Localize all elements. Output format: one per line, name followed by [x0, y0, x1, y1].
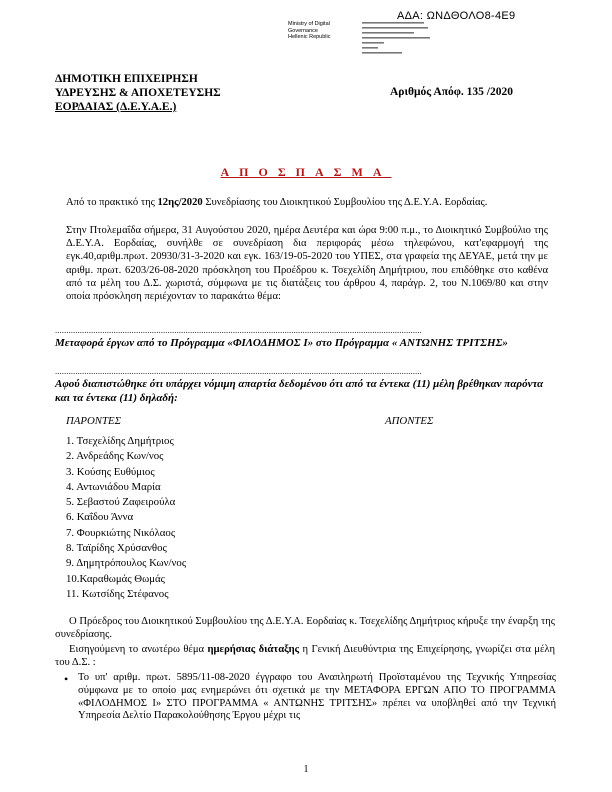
- intro-paragraph-1: [66, 196, 548, 209]
- org-line-1: ΔΗΜΟΤΙΚΗ ΕΠΙΧΕΙΡΗΣΗ: [55, 73, 198, 85]
- agenda-emphasis: ημερήσιας διάταξης: [207, 644, 300, 655]
- bullet-icon: •: [64, 672, 69, 686]
- intro-text: Από το πρακτικό της: [66, 197, 158, 208]
- page-title: ΑΠΟΣΠΑΣΜΑ: [220, 165, 392, 179]
- list-item: 1. Τσεχελίδης Δημήτριος: [66, 435, 174, 447]
- decision-number: Αριθμός Απόφ. 135 /2020: [390, 86, 513, 98]
- signature-line: Governance: [288, 27, 318, 34]
- list-item: 10.Καραθωμάς Θωμάς: [66, 572, 165, 585]
- intro-text: Συνεδρίασης του Διοικητικού Συμβουλίου της Δ.Ε.Υ.Α. Εορδαίας.: [202, 197, 488, 208]
- meeting-subject: Μεταφορά έργων από το Πρόγραμμα «ΦΙΛΟΔΗΜΟΣ Ι» στο Πρόγραμμα « ΑΝΤΩΝΗΣ ΤΡΙΤΣΗΣ»: [55, 337, 508, 349]
- org-line-3: ΕΟΡΔΑΙΑΣ (Δ.Ε.Υ.Α.Ε.): [55, 101, 177, 113]
- list-item: 6. Καΐδου Άννα: [66, 511, 134, 524]
- organization-block: [55, 72, 221, 114]
- present-members-list: [66, 434, 186, 602]
- session-number: 12ης/2020: [157, 197, 203, 208]
- agenda-paragraph: [55, 643, 555, 669]
- signature-line: Hellenic Republic: [288, 34, 331, 41]
- intro-paragraph-2: Στην Πτολεμαΐδα σήμερα, 31 Αυγούστου 2020, ημέρα Δευτέρα και ώρα 9:00 π.μ., το Διοικητικό Συμβούλιο της Δ.Ε.Υ.Α. Εορδαίας, συνήλθε σε συνεδρίαση δια περιφοράς μέσω τηλεφώνου, κατ'εφαρμογή της εγκ.40,αριθμ.πρωτ. 20930/31-3-2020 και εγκ. 163/19-05-2020 του ΥΠΕΣ, στα γραφεία της ΔΕΥΑΕ, μετά την με αριθμ. πρωτ. 6203/26-08-2020 πρόσκληση του Προέδρου κ. Τσεχελίδη Δημήτριου, που επιδόθηκε στο καθένα από τα μέλη του Δ.Σ. χωριστά, σύμφωνα με τις διατάξεις του άρθρου 4, παράγρ. 2, του Ν.1069/80 και στην οποία πρόσκληση περιέχονταν το παρακάτω θέμα:: [66, 225, 548, 303]
- digital-signature-stamp: [288, 21, 360, 41]
- list-item: 9. Δημητρόπουλος Κων/νος: [66, 557, 187, 570]
- absent-heading: ΑΠΟΝΤΕΣ: [385, 415, 434, 427]
- org-line-2: ΥΔΡΕΥΣΗΣ & ΑΠΟΧΕΤΕΥΣΗΣ: [55, 87, 221, 99]
- separator-dots: ...................................................................................................................................................................: [55, 366, 422, 376]
- list-item: 8. Ταϊρίδης Χρύσανθος: [66, 542, 167, 555]
- signature-fine-print-icon: [362, 21, 432, 55]
- opening-paragraph: Ο Πρόεδρος του Διοικητικού Συμβουλίου της Δ.Ε.Υ.Α. Εορδαίας κ. Τσεχελίδης Δημήτριος κήρυξε την έναρξη της συνεδρίασης.: [55, 616, 555, 640]
- separator-dots: ...................................................................................................................................................................: [55, 325, 422, 335]
- list-item: 3. Κούσης Ευθύμιος: [66, 465, 155, 478]
- quorum-statement: Αφού διαπιστώθηκε ότι υπάρχει νόμιμη απαρτία δεδομένου ότι από τα έντεκα (11) μέλη βρέθηκαν παρόντα και τα έντεκα (11) δηλαδή:: [55, 378, 544, 404]
- bullet-paragraph: Το υπ' αριθμ. πρωτ. 5895/11-08-2020 έγγραφο του Αναπληρωτή Προϊσταμένου της Τεχνικής Υπηρεσίας σύμφωνα με το οποίο μας ενημερώνει ότι σχετικά με την ΜΕΤΑΦΟΡΑ ΕΡΓΩΝ ΑΠΟ ΤΟ ΠΡΟΓΡΑΜΜΑ «ΦΙΛΟΔΗΜΟΣ Ι» ΣΤΟ ΠΡΟΓΡΑΜΜΑ « ΑΝΤΩΝΗΣ ΤΡΙΤΣΗΣ» πρέπει να υποβληθεί από την Τεχνική Υπηρεσία Δελτίο Παρακολούθησης Έργου μέχρι τις: [78, 672, 556, 722]
- list-item: 11. Κωτσίδης Στέφανος: [66, 587, 169, 600]
- agenda-text: Εισηγούμενη το ανωτέρω θέμα: [69, 644, 208, 655]
- list-item: 4. Αντωνιάδου Μαρία: [66, 480, 161, 493]
- list-item: 5. Σεβαστού Ζαφειρούλα: [66, 496, 176, 509]
- page-number: 1: [303, 764, 309, 775]
- list-item: 2. Ανδρεάδης Κων/νος: [66, 450, 164, 463]
- agenda-text: η Γενική Διευθύντρια της Επιχείρησης, γνωρίζει στα μέλη του Δ.Σ. :: [55, 644, 555, 668]
- ada-code: ΑΔΑ: ΩΝΔΘΟΛΟ8-4Ε9: [397, 10, 516, 22]
- signature-line: Ministry of Digital: [288, 21, 330, 27]
- signature-fine-print: [362, 21, 432, 60]
- list-item: 7. Φουρκιώτης Νικόλαος: [66, 526, 176, 539]
- present-heading: ΠΑΡΟΝΤΕΣ: [66, 415, 122, 427]
